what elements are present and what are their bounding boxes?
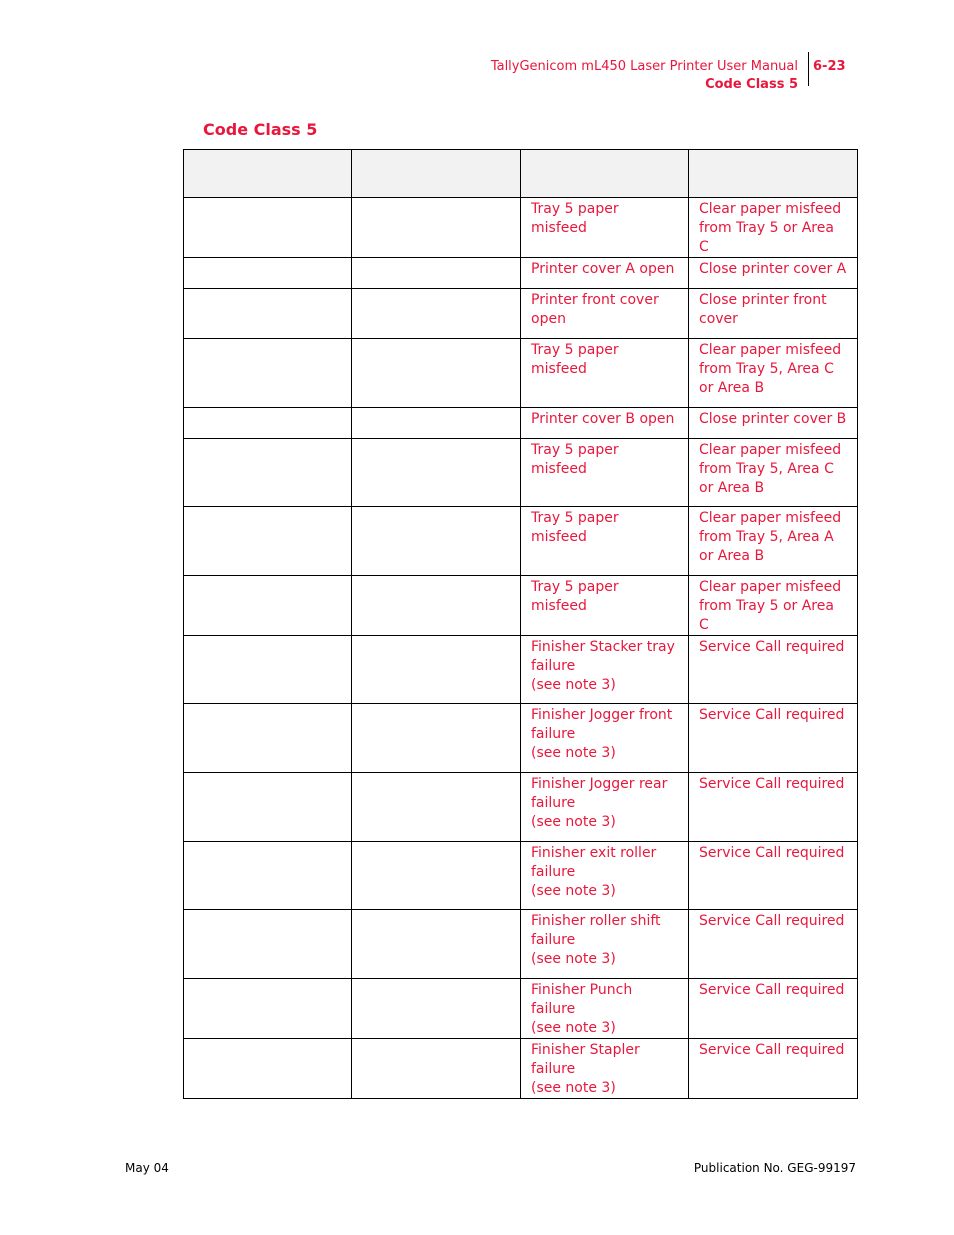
table-cell: Finisher Stacker tray failure (see note 3)	[521, 636, 689, 704]
table-cell	[352, 507, 521, 576]
section-title: Code Class 5	[203, 120, 318, 139]
footer-date: May 04	[125, 1161, 169, 1175]
table-cell: Service Call required	[689, 636, 858, 704]
table-row	[184, 289, 858, 339]
table-cell: Tray 5 paper misfeed	[521, 339, 689, 408]
table-cell: Tray 5 paper misfeed	[521, 507, 689, 576]
table-cell	[184, 258, 352, 289]
table-cell: Printer cover A open	[521, 258, 689, 289]
table-cell: Printer front cover open	[521, 289, 689, 339]
table-cell	[184, 636, 352, 704]
table-cell: Close printer front cover	[689, 289, 858, 339]
table-cell	[184, 842, 352, 910]
table-cell: Tray 5 paper misfeed	[521, 198, 689, 258]
table-cell	[352, 289, 521, 339]
column-header	[521, 150, 689, 198]
table-row	[184, 507, 858, 576]
table-cell: Service Call required	[689, 842, 858, 910]
column-header	[689, 150, 858, 198]
table-cell	[352, 339, 521, 408]
table-row	[184, 910, 858, 979]
running-header-title	[438, 58, 798, 94]
table-cell: Finisher roller shift failure (see note 3)	[521, 910, 689, 979]
table-row	[184, 979, 858, 1039]
table-cell	[352, 258, 521, 289]
table-row	[184, 198, 858, 258]
table-cell: Clear paper misfeed from Tray 5, Area A or Area B	[689, 507, 858, 576]
table-cell	[184, 408, 352, 439]
table-cell	[352, 979, 521, 1039]
table-cell	[184, 910, 352, 979]
table-cell	[184, 289, 352, 339]
column-header	[184, 150, 352, 198]
table-cell: Finisher Stapler failure (see note 3)	[521, 1039, 689, 1099]
table-body	[184, 198, 858, 1099]
code-class-table	[183, 149, 858, 1099]
table-cell	[352, 198, 521, 258]
table-cell: Clear paper misfeed from Tray 5, Area C or Area B	[689, 339, 858, 408]
table-cell: Finisher Punch failure (see note 3)	[521, 979, 689, 1039]
chapter-title: Code Class 5	[705, 77, 798, 92]
table-cell	[184, 1039, 352, 1099]
table-cell	[184, 704, 352, 773]
table-row	[184, 408, 858, 439]
column-header	[352, 150, 521, 198]
table-cell	[352, 773, 521, 842]
table-cell	[184, 773, 352, 842]
table-cell: Service Call required	[689, 704, 858, 773]
table-row	[184, 339, 858, 408]
table-cell: Close printer cover A	[689, 258, 858, 289]
table-cell	[184, 439, 352, 507]
table-cell: Clear paper misfeed from Tray 5 or Area C	[689, 576, 858, 636]
manual-title: TallyGenicom mL450 Laser Printer User Manual	[490, 59, 798, 74]
header-divider	[808, 52, 809, 86]
table-cell	[352, 576, 521, 636]
table-cell: Tray 5 paper misfeed	[521, 576, 689, 636]
footer-publication: Publication No. GEG-99197	[693, 1161, 856, 1175]
table-header-row	[184, 150, 858, 198]
table-cell: Service Call required	[689, 979, 858, 1039]
table-row	[184, 773, 858, 842]
page-number: 6-23	[813, 59, 846, 74]
table-row	[184, 842, 858, 910]
table-cell	[184, 576, 352, 636]
table-cell	[352, 1039, 521, 1099]
table-cell	[352, 910, 521, 979]
table-cell: Clear paper misfeed from Tray 5 or Area C	[689, 198, 858, 258]
table-cell: Close printer cover B	[689, 408, 858, 439]
table-row	[184, 636, 858, 704]
table-row	[184, 704, 858, 773]
table-cell	[184, 339, 352, 408]
table-cell: Clear paper misfeed from Tray 5, Area C or Area B	[689, 439, 858, 507]
table-cell: Tray 5 paper misfeed	[521, 439, 689, 507]
table-row	[184, 1039, 858, 1099]
table-cell: Service Call required	[689, 1039, 858, 1099]
table-cell	[352, 636, 521, 704]
table-cell	[352, 408, 521, 439]
table-cell: Finisher Jogger rear failure (see note 3)	[521, 773, 689, 842]
table-row	[184, 258, 858, 289]
table-cell: Service Call required	[689, 773, 858, 842]
table-row	[184, 439, 858, 507]
table-cell	[184, 198, 352, 258]
table-cell: Service Call required	[689, 910, 858, 979]
table-cell: Printer cover B open	[521, 408, 689, 439]
table-cell	[352, 842, 521, 910]
table-cell	[352, 439, 521, 507]
table-cell: Finisher Jogger front failure (see note 3)	[521, 704, 689, 773]
table-cell	[184, 979, 352, 1039]
table-cell: Finisher exit roller failure (see note 3)	[521, 842, 689, 910]
table-row	[184, 576, 858, 636]
table-cell	[352, 704, 521, 773]
table-cell	[184, 507, 352, 576]
